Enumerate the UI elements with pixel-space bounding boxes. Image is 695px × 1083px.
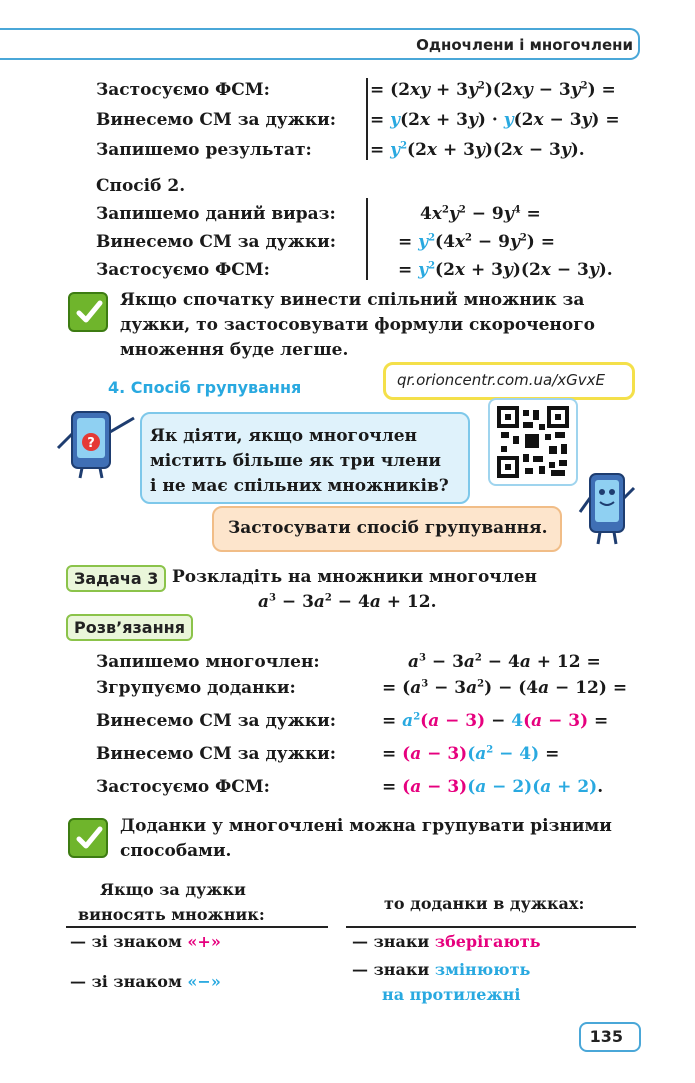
checkmark-icon <box>68 292 108 332</box>
note1-line1: Якщо спочатку винести спільний множник за <box>120 290 585 310</box>
method1-formula1: = $(2xy + 3y^2)(2xy - 3y^2)$ = <box>370 80 616 100</box>
method1-step3: Запишемо результат: <box>96 140 312 160</box>
solution-step4: Винесемо СМ за дужки: <box>96 744 337 764</box>
solution-formula3: = $a^2(a - 3) - 4(a - 3)$ = <box>382 711 609 731</box>
method1-formula2: = y(2x + 3y) · y(2x − 3y) = <box>370 110 620 130</box>
question-line1: Як діяти, якщо многочлен <box>150 426 417 446</box>
method2-step3: Застосуємо ФСМ: <box>96 260 270 280</box>
qr-url[interactable]: qr.orioncentr.com.ua/xGvxE <box>397 371 605 389</box>
section-title: 4. Спосіб групування <box>108 378 302 397</box>
solution-step5: Застосуємо ФСМ: <box>96 777 270 797</box>
svg-text:?: ? <box>87 436 95 451</box>
table-rule-left <box>66 926 328 928</box>
header-title: Одночлени і многочлени <box>416 36 633 54</box>
solution-label: Розв’язання <box>66 614 193 641</box>
method2-formula3: = $y^2(2x + 3y)(2x - 3y)$. <box>398 260 613 280</box>
page-number: 135 <box>589 1027 623 1046</box>
task-text: Розкладіть на множники многочлен <box>172 567 537 587</box>
method1-step1: Застосуємо ФСМ: <box>96 80 270 100</box>
question-line2: містить більше як три члени <box>150 451 442 471</box>
phone-character-icon <box>52 408 140 480</box>
table-right-row2: — знаки змінюють <box>352 960 531 979</box>
table-rule-right <box>346 926 636 928</box>
note2-line2: способами. <box>120 841 232 861</box>
checkmark-icon <box>68 818 108 858</box>
note1-line3: множення буде легше. <box>120 340 349 360</box>
phone-character-icon <box>578 468 638 548</box>
method1-step2: Винесемо СМ за дужки: <box>96 110 337 130</box>
method2-step1: Запишемо даний вираз: <box>96 204 336 224</box>
solution-formula1: $a^3 - 3a^2 - 4a + 12$ = <box>408 652 601 672</box>
table-left-row2: — зі знаком «−» <box>70 972 221 991</box>
note1-line2: дужки, то застосовувати формули скороченого <box>120 315 595 335</box>
table-head-right: то доданки в дужках: <box>384 894 585 913</box>
solution-step2: Згрупуємо доданки: <box>96 678 296 698</box>
method2-step2: Винесемо СМ за дужки: <box>96 232 337 252</box>
question-line3: і не має спільних множників? <box>150 476 449 496</box>
method2-formula1: $4x^2y^2 - 9y^4$ = <box>420 204 541 224</box>
task-label: Задача 3 <box>66 565 166 592</box>
note2-line1: Доданки у многочлені можна групувати різними <box>120 816 612 836</box>
method1-formula3: = $y^2(2x + 3y)(2x - 3y)$. <box>370 140 585 160</box>
table-head-left-1: Якщо за дужки <box>100 880 246 899</box>
method2-formula2: = $y^2(4x^2 - 9y^2)$ = <box>398 232 556 252</box>
task-polynomial: $a^3 - 3a^2 - 4a + 12$. <box>258 592 437 612</box>
answer-text: Застосувати спосіб групування. <box>228 518 548 538</box>
divider-line <box>366 198 368 280</box>
table-left-row1: — зі знаком «+» <box>70 932 221 951</box>
qr-code-icon[interactable] <box>497 406 569 478</box>
method2-heading: Спосіб 2. <box>96 176 186 196</box>
table-head-left-2: виносять множник: <box>78 905 265 924</box>
solution-formula5: = (a − 3)(a − 2)(a + 2). <box>382 777 604 797</box>
divider-line <box>366 78 368 160</box>
table-right-row2-line2: на протилежні <box>382 985 521 1004</box>
solution-step3: Винесемо СМ за дужки: <box>96 711 337 731</box>
table-right-row1: — знаки зберігають <box>352 932 541 951</box>
solution-formula2: = $(a^3 - 3a^2) - (4a - 12)$ = <box>382 678 628 698</box>
solution-formula4: = $(a - 3)(a^2 - 4)$ = <box>382 744 560 764</box>
solution-step1: Запишемо многочлен: <box>96 652 320 672</box>
